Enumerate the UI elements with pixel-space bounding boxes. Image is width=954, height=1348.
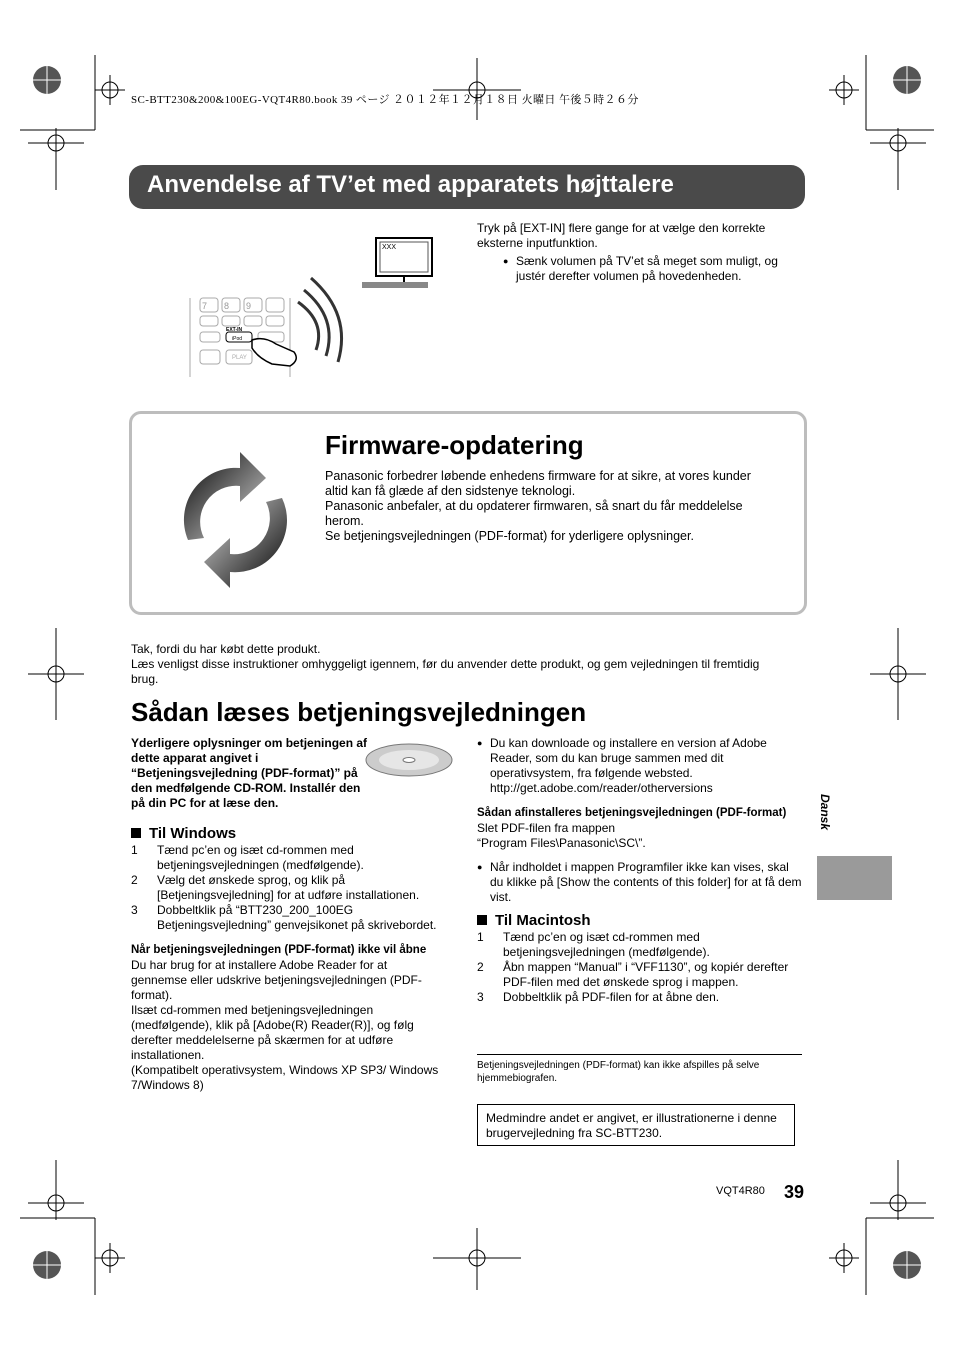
doc-code: VQT4R80 [716, 1185, 765, 1197]
adobe-bullet: ● Du kan downloade og installere en version af Adobe Reader, som du kan bruge sammen med dit operativsystem, fra følgende websted. http://get.adobe.com/reader/otherversions [477, 736, 802, 796]
not-open-heading: Når betjeningsvejledningen (PDF-format) ikke vil åbne [131, 944, 427, 956]
svg-text:iPod: iPod [232, 336, 243, 342]
ext-in-instructions [477, 221, 802, 284]
list-item: 2 Vælg det ønskede sprog, og klik på [Betjeningsvejledning] for at udføre installationen. [131, 873, 420, 902]
svg-text:8: 8 [224, 301, 230, 311]
uninstall-text-2: “Program Files\Panasonic\SC\”. [477, 836, 646, 850]
list-item: 1 Tænd pc’en og isæt cd-rommen med betjeningsvejledningen (medfølgende). [477, 930, 710, 959]
thanks-text: Tak, fordi du har købt dette produkt. [131, 642, 321, 656]
remote-tv-illustration [186, 232, 446, 382]
footnote: Betjeningsvejledningen (PDF-format) kan ikke afspilles på selve hjemmebiografen. [477, 1060, 760, 1084]
windows-steps [131, 843, 441, 933]
note-box: Medmindre andet er angivet, er illustrationerne i denne brugervejledning fra SC-BTT230. [477, 1104, 795, 1146]
ext-in-bullet: ● Sænk volumen på TV’et så meget som muligt, og justér derefter volumen på hovedenheden. [503, 254, 802, 284]
refresh-icon [170, 450, 300, 590]
not-open-text: Du har brug for at installere Adobe Reader for at gennemse eller udskrive betjeningsvejledningen (PDF-format). [131, 958, 422, 1002]
cd-rom-icon [364, 740, 454, 780]
uninstall-bullet: ● Når indholdet i mappen Programfiler ikke kan vises, skal du klikke på [Show the contents of this folder] for at få dem vist. [477, 860, 802, 905]
svg-text:PLAY: PLAY [232, 355, 247, 361]
firmware-text-3: Se betjeningsvejledningen (PDF-format) for yderligere oplysninger. [325, 529, 694, 543]
tv-icon [362, 238, 432, 288]
firmware-text-1: Panasonic forbedrer løbende enhedens firmware for at sikre, at vores kunder altid kan få glæde af den sidstenye teknologi. [325, 469, 751, 498]
adobe-url: http://get.adobe.com/reader/otherversions [490, 781, 713, 795]
windows-heading: Til Windows [131, 826, 441, 841]
uninstall-heading: Sådan afinstalleres betjeningsvejledningen (PDF-format) [477, 807, 787, 819]
banner-title: Anvendelse af TV’et med apparatets højttalere [147, 171, 674, 198]
list-item: 3 Dobbeltklik på “BTT230_200_100EG Betjeningsvejledning” genvejsikonet på skrivebordet. [131, 903, 437, 932]
insert-text: Ilsæt cd-rommen med betjeningsvejledningen (medfølgende), klik på [Adobe(R) Reader(R)], og følg derefter meddelelserne på skærmen for at udføre installationen. [131, 1003, 414, 1062]
mac-heading: Til Macintosh [477, 913, 802, 928]
svg-text:9: 9 [246, 301, 252, 311]
firmware-text-2: Panasonic anbefaler, at du opdaterer firmwaren, så snart du får meddelelse herom. [325, 499, 743, 528]
svg-text:EXT-IN: EXT-IN [226, 327, 243, 333]
uninstall-text-1: Slet PDF-filen fra mappen [477, 821, 616, 835]
firmware-title: Firmware-opdatering [325, 430, 584, 460]
language-tab [817, 856, 892, 900]
print-header: SC-BTT230&200&100EG-VQT4R80.book 39 ページ ２０１２年１２月１８日 火曜日 午後５時２６分 [131, 94, 639, 106]
right-column [477, 736, 802, 1005]
list-item: 2 Åbn mappen “Manual” i “VFF1130”, og kopiér derefter PDF-filen med det ønskede sprog i mappen. [477, 960, 789, 989]
firmware-text [325, 469, 775, 544]
language-label: Dansk [818, 794, 832, 831]
footnote-rule [477, 1054, 802, 1055]
square-bullet-icon [477, 915, 487, 925]
page-number: 39 [784, 1182, 805, 1202]
left-column [131, 736, 441, 1093]
compat-text: (Kompatibelt operativsystem, Windows XP SP3/ Windows 7/Windows 8) [131, 1063, 439, 1092]
ext-in-intro: Tryk på [EXT-IN] flere gange for at vælge den korrekte eksterne inputfunktion. [477, 221, 766, 250]
list-item: 1 Tænd pc’en og isæt cd-rommen med betjeningsvejledningen (medfølgende). [131, 843, 364, 872]
square-bullet-icon [131, 828, 141, 838]
intro-text [131, 642, 781, 687]
mac-steps [477, 930, 802, 1005]
svg-text:7: 7 [202, 301, 208, 311]
read-carefully-text: Læs venligst disse instruktioner omhyggeligt igennem, før du anvender dette produkt, og gem vejledningen til fremtidig brug. [131, 657, 760, 686]
section-title: Sådan læses betjeningsvejledningen [131, 697, 587, 727]
list-item: 3 Dobbeltklik på PDF-filen for at åbne den. [477, 990, 720, 1004]
cdrom-intro: Yderligere oplysninger om betjeningen af dette apparat angivet i “Betjeningsvejledning (PDF-format)” på den medfølgende CD-ROM. Installér den på din PC for at læse den. [131, 736, 368, 810]
tv-label: XXX [382, 244, 397, 251]
